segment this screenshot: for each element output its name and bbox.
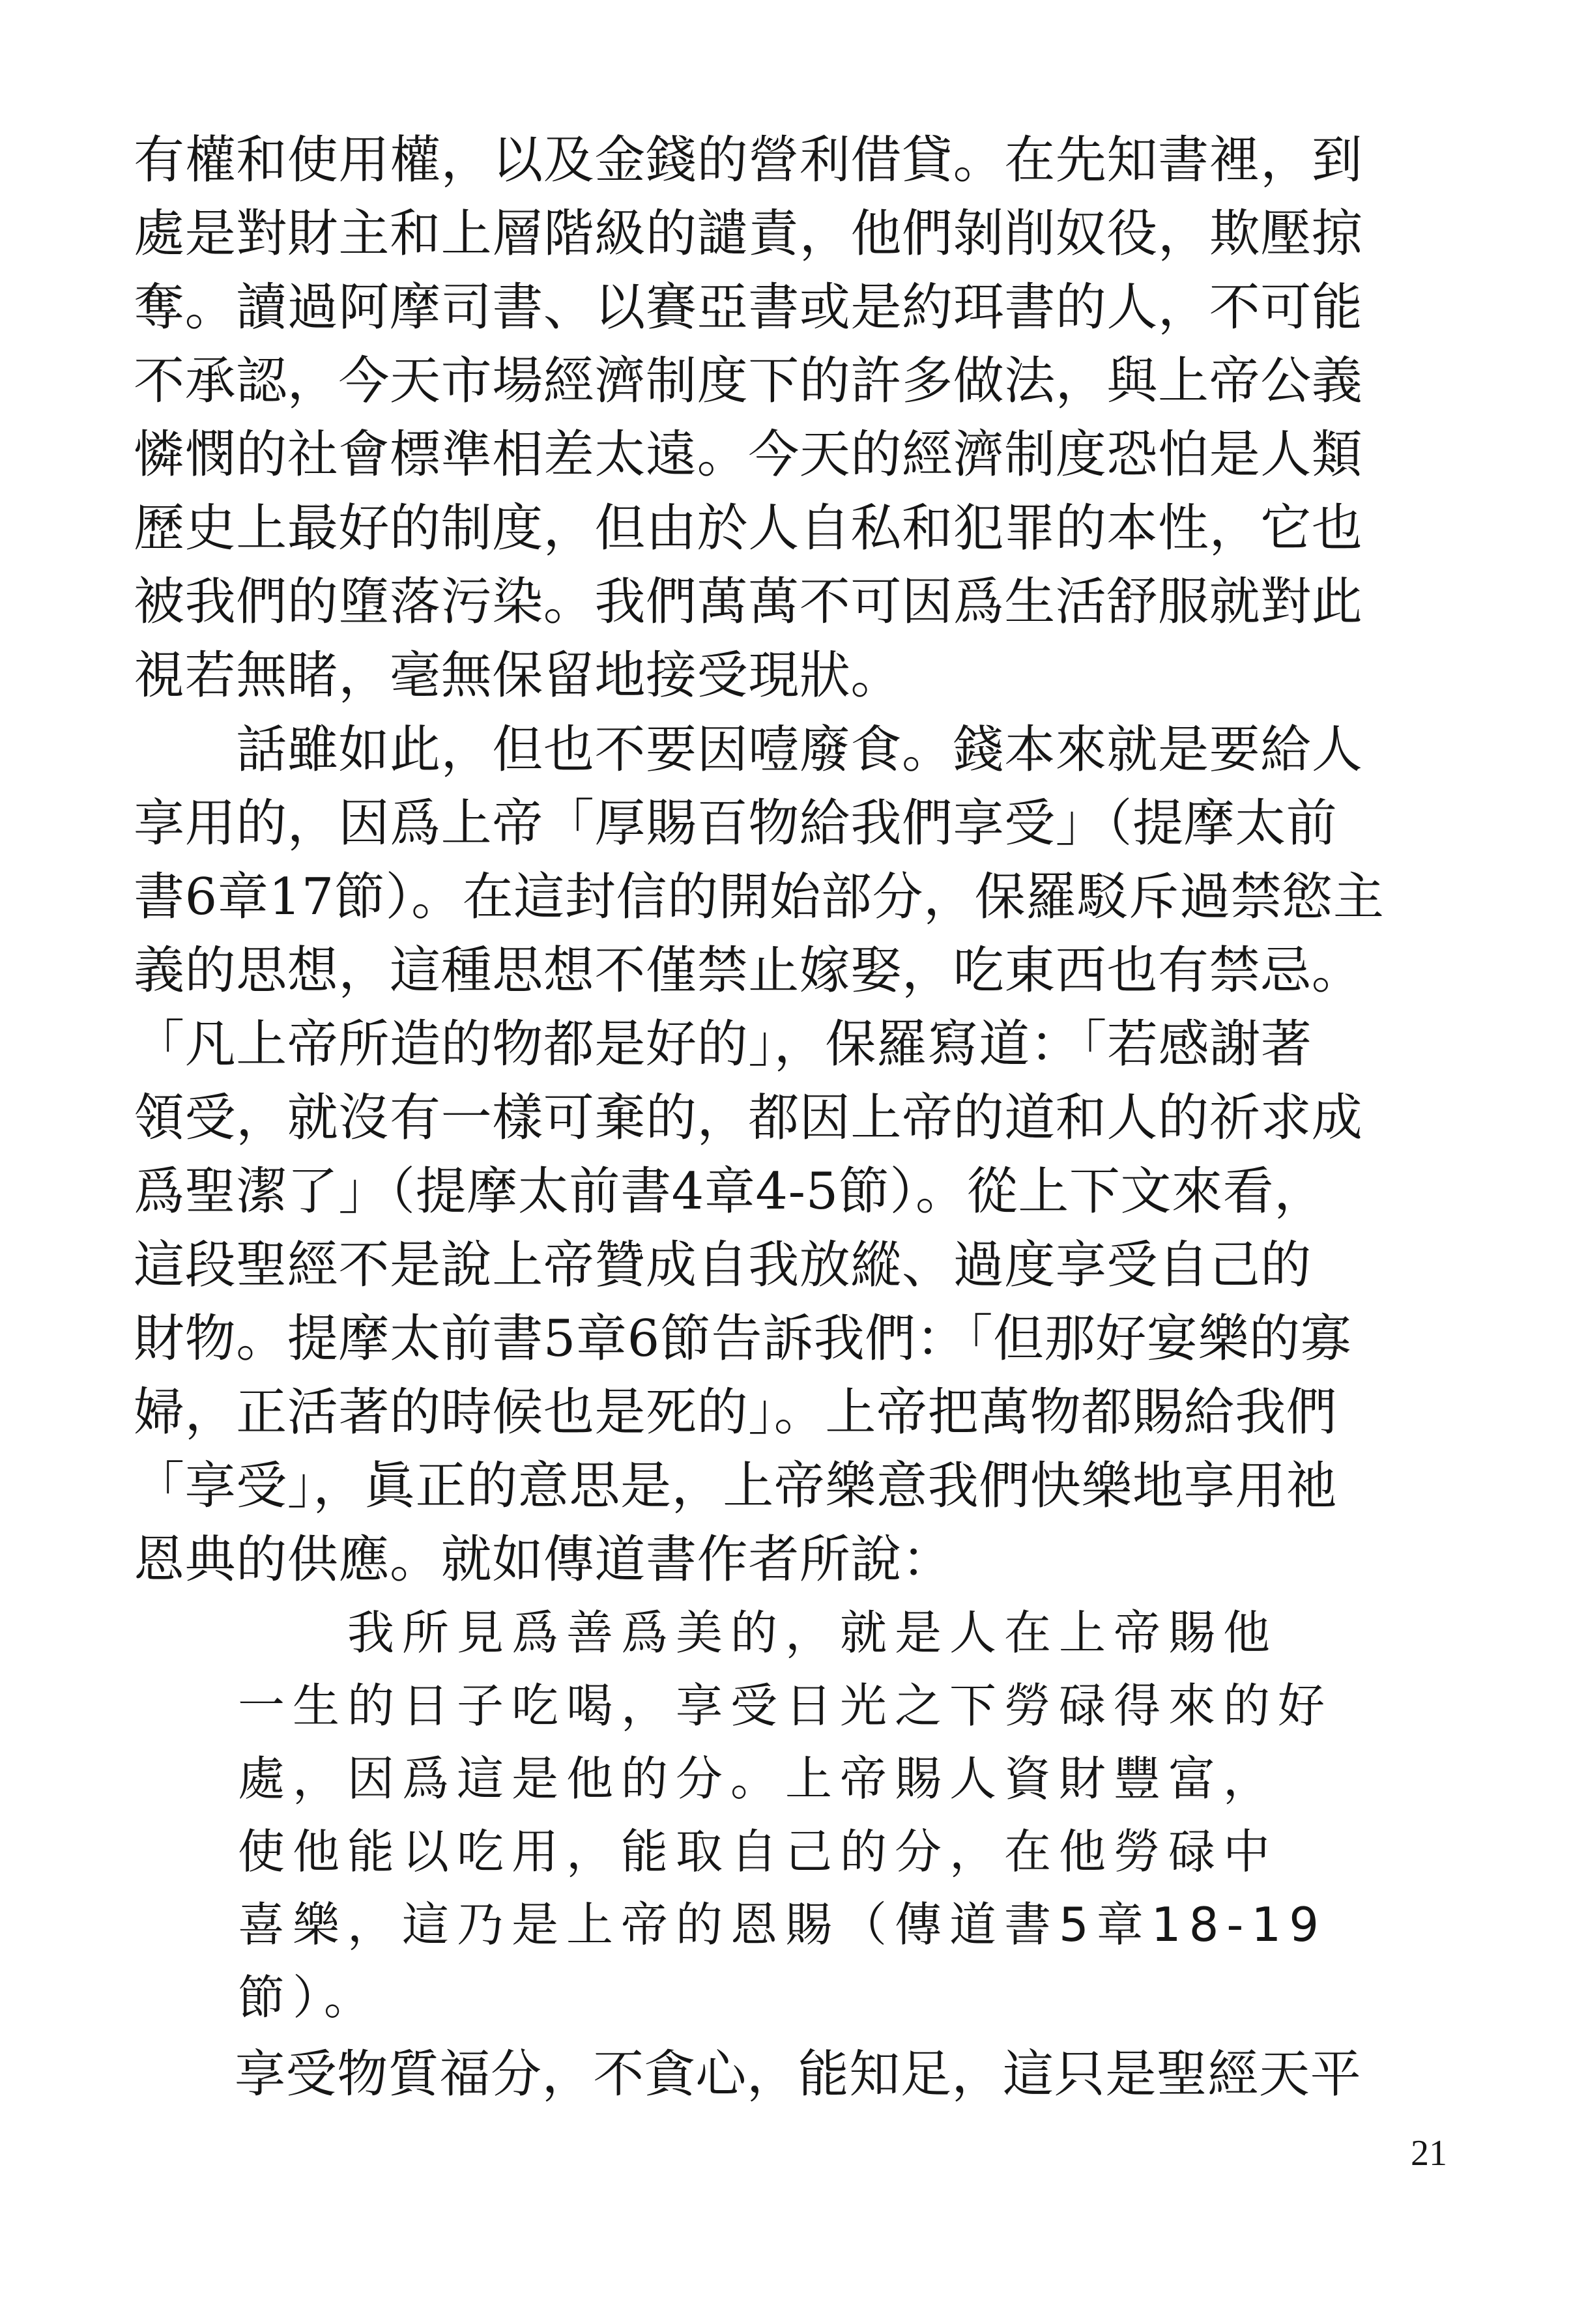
text-line: 義的思想，這種思想不僅禁止嫁娶，吃東西也有禁忌。 (134, 941, 1363, 1000)
text-line: 享受物質福分，不貪心，能知足，這只是聖經天平 (235, 2045, 1362, 2104)
text-line: 有權和使用權，以及金錢的營利借貸。在先知書裡，到 (134, 131, 1363, 190)
text-line: 這段聖經不是說上帝贊成自我放縱、過度享受自己的 (134, 1236, 1312, 1295)
text-line: 爲聖潔了」（提摩太前書4章4-5節）。從上下文來看， (134, 1162, 1325, 1221)
text-line: 書6章17節）。在這封信的開始部分，保羅駁斥過禁慾主 (134, 868, 1385, 926)
text-line: 被我們的墮落污染。我們萬萬不可因爲生活舒服就對此 (134, 573, 1363, 631)
quote-line: 我所見爲善爲美的，就是人在上帝賜他 (238, 1605, 1278, 1660)
text-line: 處是對財主和上層階級的譴責，他們剝削奴役，欺壓掠 (134, 205, 1363, 263)
text-line: 財物。提摩太前書5章6節告訴我們：「但那好宴樂的寡 (134, 1310, 1352, 1368)
text-line: 話雖如此，但也不要因噎廢食。錢本來就是要給人 (134, 721, 1363, 779)
text-line: 享用的，因爲上帝「厚賜百物給我們享受」（提摩太前 (134, 794, 1338, 853)
text-line: 不承認，今天市場經濟制度下的許多做法，與上帝公義 (134, 352, 1363, 410)
text-line: 奪。讀過阿摩司書、以賽亞書或是約珥書的人，不可能 (134, 278, 1363, 337)
scripture-quote (238, 1596, 1359, 2034)
paragraph-1 (134, 124, 1443, 713)
text-line: 「享受」，眞正的意思是，上帝樂意我們快樂地享用祂 (134, 1457, 1338, 1515)
text-line: 視若無睹，毫無保留地接受現狀。 (134, 646, 902, 705)
text-line: 歷史上最好的制度，但由於人自私和犯罪的本性，它也 (134, 499, 1363, 558)
paragraph-2 (134, 713, 1443, 1597)
text-line: 「凡上帝所造的物都是好的」，保羅寫道：「若感謝著 (134, 1015, 1312, 1074)
quote-line: 節）。 (238, 1970, 379, 2025)
closing-paragraph (235, 2038, 1443, 2112)
quote-line: 喜樂，這乃是上帝的恩賜（傳道書5章18-19 (238, 1897, 1327, 1952)
quote-line: 一生的日子吃喝，享受日光之下勞碌得來的好 (238, 1678, 1333, 1733)
text-line: 恩典的供應。就如傳道書作者所說： (134, 1530, 953, 1589)
quote-line: 使他能以吃用，能取自己的分，在他勞碌中 (238, 1824, 1278, 1879)
quote-line: 處，因爲這是他的分。上帝賜人資財豐富， (238, 1751, 1278, 1806)
text-line: 憐憫的社會標準相差太遠。今天的經濟制度恐怕是人類 (134, 425, 1363, 484)
page-number: 21 (1411, 2133, 1447, 2173)
text-line: 婦，正活著的時候也是死的」。上帝把萬物都賜給我們 (134, 1383, 1338, 1442)
text-line: 領受，就沒有一樣可棄的，都因上帝的道和人的祈求成 (134, 1089, 1363, 1147)
